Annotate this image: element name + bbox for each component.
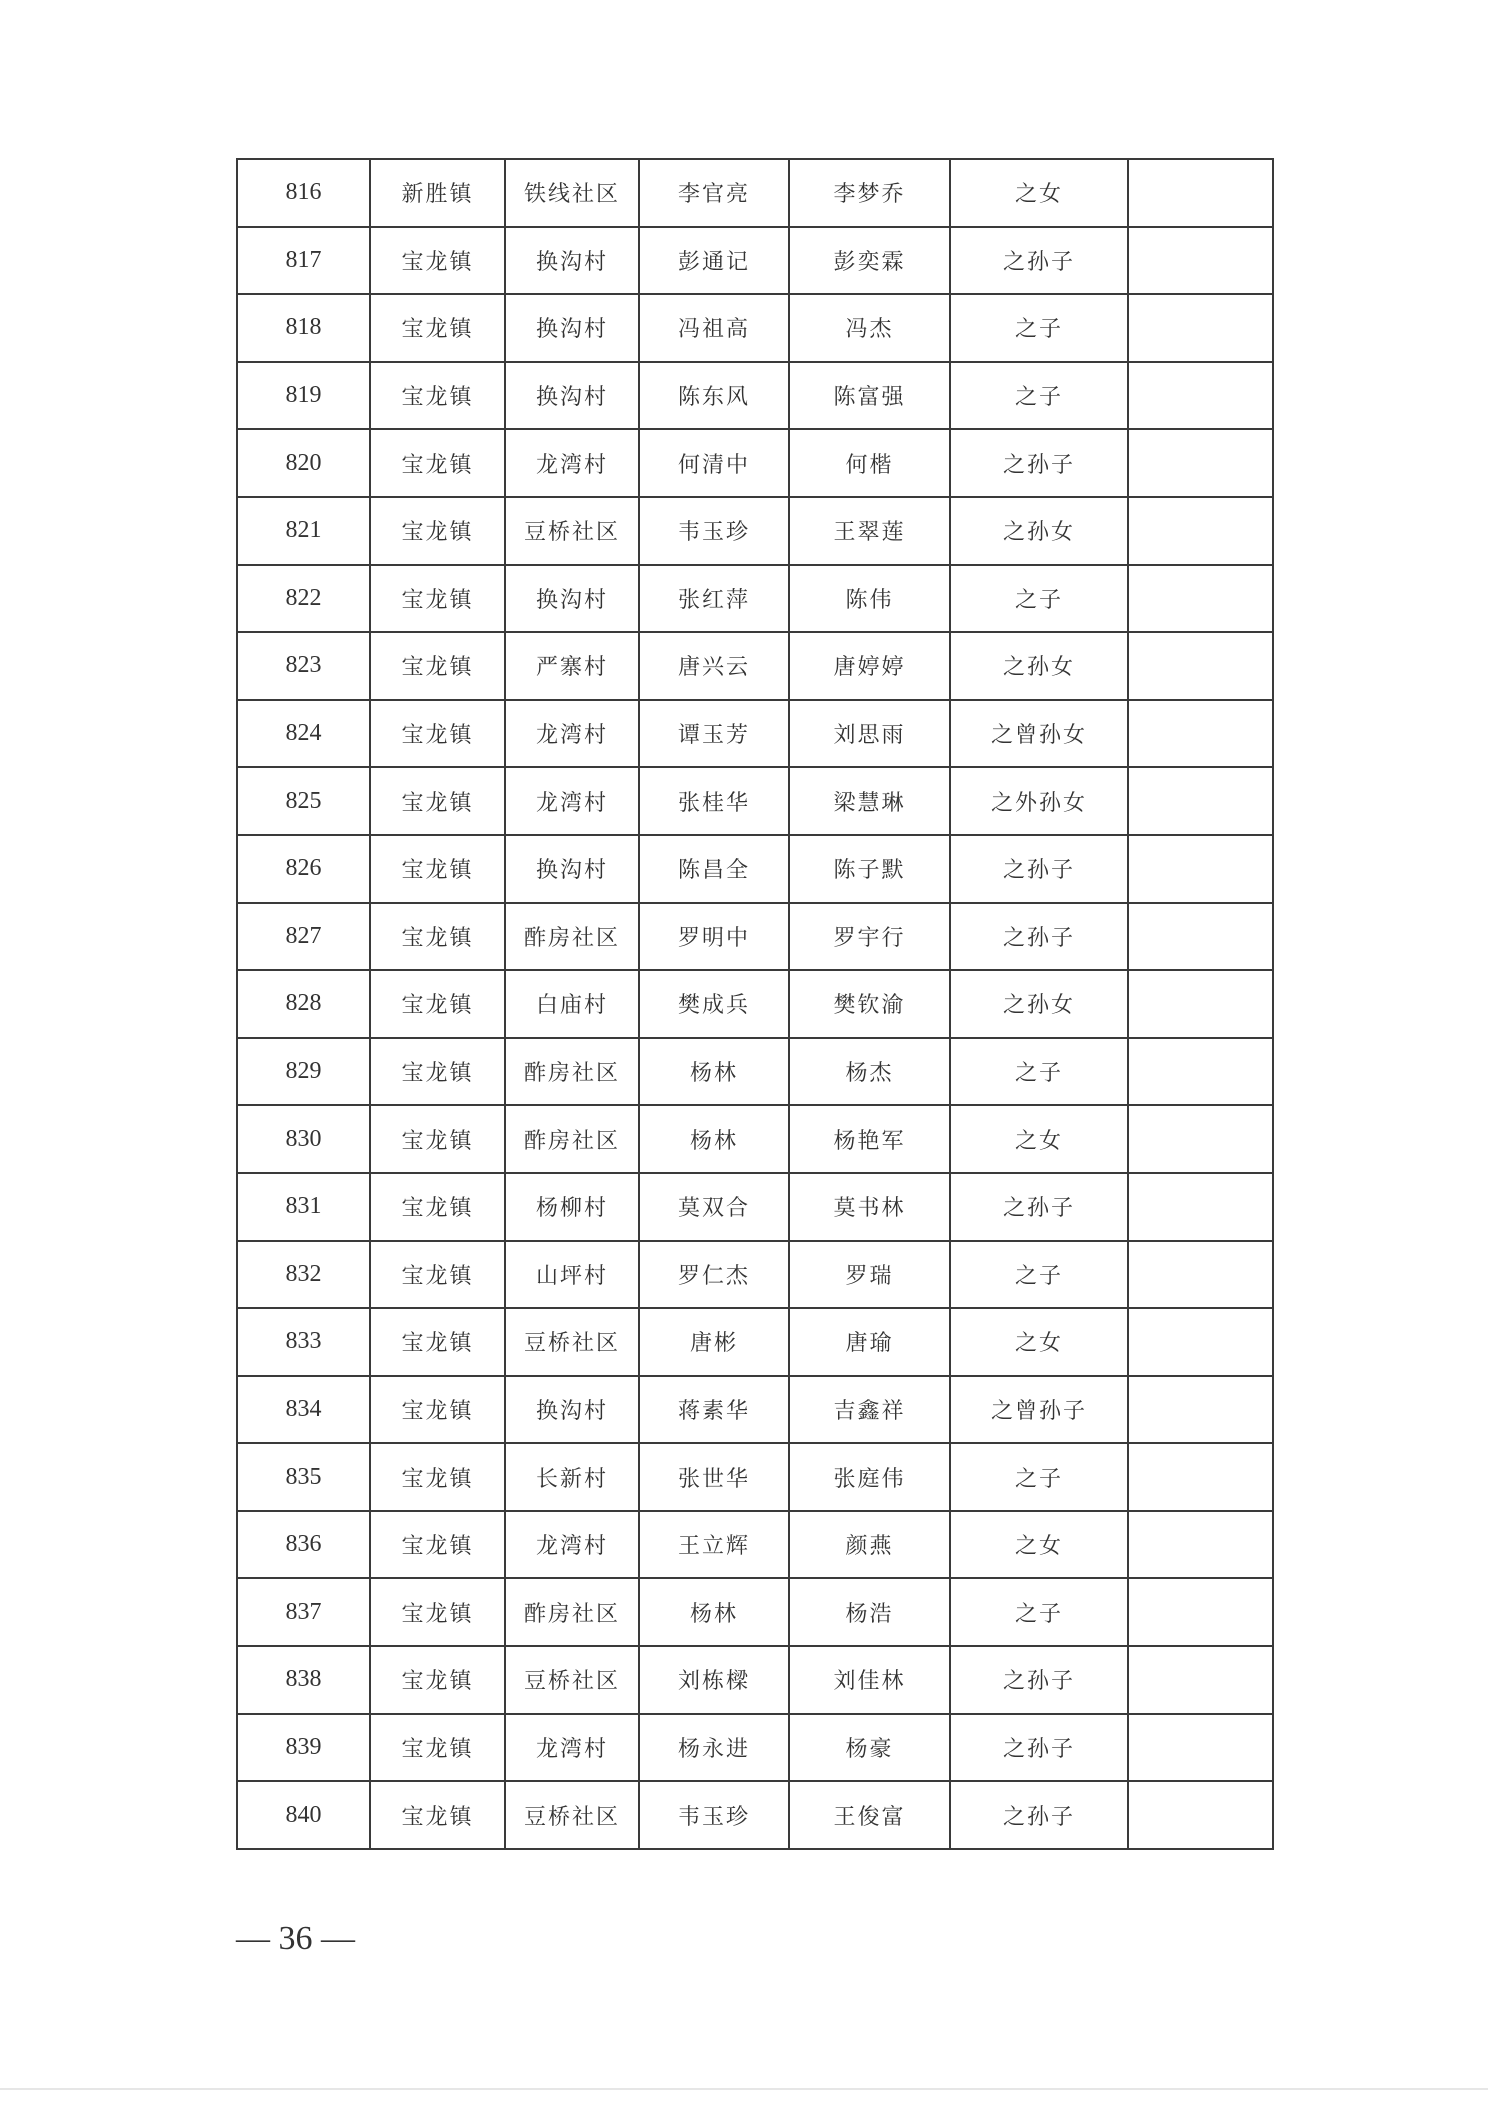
cell-note [1128,1578,1273,1646]
cell-applicant: 陈昌全 [639,835,789,903]
cell-village: 龙湾村 [505,767,639,835]
cell-town: 新胜镇 [370,159,505,227]
cell-name: 陈子默 [789,835,950,903]
cell-village: 铁线社区 [505,159,639,227]
cell-note [1128,1241,1273,1309]
cell-note [1128,1376,1273,1444]
cell-note [1128,1308,1273,1376]
cell-relation: 之曾孙子 [950,1376,1128,1444]
cell-relation: 之女 [950,1308,1128,1376]
cell-note [1128,1105,1273,1173]
cell-applicant: 杨林 [639,1105,789,1173]
cell-applicant: 杨永进 [639,1714,789,1782]
cell-name: 陈伟 [789,565,950,633]
cell-town: 宝龙镇 [370,1443,505,1511]
cell-applicant: 李官亮 [639,159,789,227]
cell-note [1128,970,1273,1038]
cell-village: 换沟村 [505,565,639,633]
cell-number: 818 [237,294,370,362]
cell-town: 宝龙镇 [370,1714,505,1782]
cell-village: 白庙村 [505,970,639,1038]
table-row [237,159,1273,227]
cell-village: 龙湾村 [505,1511,639,1579]
cell-village: 杨柳村 [505,1173,639,1241]
table-row [237,497,1273,565]
cell-relation: 之子 [950,294,1128,362]
cell-town: 宝龙镇 [370,767,505,835]
cell-note [1128,159,1273,227]
cell-town: 宝龙镇 [370,1105,505,1173]
table-row [237,294,1273,362]
cell-relation: 之孙子 [950,1173,1128,1241]
cell-name: 罗宇行 [789,903,950,971]
cell-name: 刘佳林 [789,1646,950,1714]
table-row [237,227,1273,295]
cell-name: 梁慧琳 [789,767,950,835]
cell-applicant: 韦玉珍 [639,497,789,565]
table-row [237,1241,1273,1309]
cell-note [1128,1781,1273,1849]
cell-town: 宝龙镇 [370,294,505,362]
cell-relation: 之子 [950,1038,1128,1106]
cell-town: 宝龙镇 [370,1376,505,1444]
cell-applicant: 彭通记 [639,227,789,295]
cell-number: 816 [237,159,370,227]
cell-town: 宝龙镇 [370,632,505,700]
cell-town: 宝龙镇 [370,1578,505,1646]
cell-applicant: 杨林 [639,1578,789,1646]
table-row [237,1511,1273,1579]
cell-number: 824 [237,700,370,768]
table-row [237,970,1273,1038]
cell-applicant: 罗明中 [639,903,789,971]
cell-relation: 之曾孙女 [950,700,1128,768]
cell-town: 宝龙镇 [370,903,505,971]
table-row [237,1646,1273,1714]
cell-relation: 之孙子 [950,835,1128,903]
cell-town: 宝龙镇 [370,1173,505,1241]
cell-number: 826 [237,835,370,903]
cell-town: 宝龙镇 [370,970,505,1038]
cell-number: 828 [237,970,370,1038]
cell-applicant: 张红萍 [639,565,789,633]
cell-relation: 之孙子 [950,1781,1128,1849]
cell-relation: 之子 [950,1241,1128,1309]
table-row [237,835,1273,903]
cell-note [1128,1173,1273,1241]
cell-number: 835 [237,1443,370,1511]
table-row [237,1714,1273,1782]
cell-name: 罗瑞 [789,1241,950,1309]
cell-relation: 之子 [950,565,1128,633]
cell-town: 宝龙镇 [370,835,505,903]
cell-name: 颜燕 [789,1511,950,1579]
cell-village: 山坪村 [505,1241,639,1309]
cell-relation: 之子 [950,1443,1128,1511]
cell-village: 龙湾村 [505,700,639,768]
cell-applicant: 杨林 [639,1038,789,1106]
cell-village: 酢房社区 [505,1578,639,1646]
table-row [237,1781,1273,1849]
records-table [236,158,1274,1850]
cell-village: 酢房社区 [505,1038,639,1106]
cell-village: 换沟村 [505,835,639,903]
cell-name: 吉鑫祥 [789,1376,950,1444]
cell-note [1128,767,1273,835]
table-row [237,1578,1273,1646]
cell-name: 彭奕霖 [789,227,950,295]
cell-number: 839 [237,1714,370,1782]
cell-note [1128,362,1273,430]
cell-town: 宝龙镇 [370,1646,505,1714]
cell-name: 刘思雨 [789,700,950,768]
cell-note [1128,835,1273,903]
cell-number: 834 [237,1376,370,1444]
cell-name: 莫书林 [789,1173,950,1241]
cell-town: 宝龙镇 [370,1308,505,1376]
cell-note [1128,700,1273,768]
cell-name: 樊钦渝 [789,970,950,1038]
cell-note [1128,565,1273,633]
cell-number: 831 [237,1173,370,1241]
cell-note [1128,429,1273,497]
cell-town: 宝龙镇 [370,565,505,633]
table-row [237,632,1273,700]
cell-applicant: 何清中 [639,429,789,497]
cell-number: 819 [237,362,370,430]
cell-number: 840 [237,1781,370,1849]
cell-applicant: 樊成兵 [639,970,789,1038]
cell-note [1128,1443,1273,1511]
cell-applicant: 冯祖高 [639,294,789,362]
table-row [237,1443,1273,1511]
cell-note [1128,1511,1273,1579]
cell-village: 豆桥社区 [505,1646,639,1714]
cell-name: 冯杰 [789,294,950,362]
cell-village: 严寨村 [505,632,639,700]
bottom-rule [0,2088,1488,2090]
table-row [237,565,1273,633]
cell-note [1128,227,1273,295]
cell-number: 817 [237,227,370,295]
cell-number: 829 [237,1038,370,1106]
cell-relation: 之孙子 [950,1714,1128,1782]
table-row [237,1376,1273,1444]
cell-village: 豆桥社区 [505,1308,639,1376]
cell-town: 宝龙镇 [370,1511,505,1579]
cell-town: 宝龙镇 [370,1781,505,1849]
cell-name: 陈富强 [789,362,950,430]
cell-village: 酢房社区 [505,1105,639,1173]
cell-village: 龙湾村 [505,1714,639,1782]
cell-relation: 之孙子 [950,227,1128,295]
cell-relation: 之女 [950,159,1128,227]
cell-town: 宝龙镇 [370,1038,505,1106]
cell-number: 837 [237,1578,370,1646]
cell-relation: 之孙女 [950,970,1128,1038]
cell-village: 换沟村 [505,294,639,362]
cell-relation: 之子 [950,362,1128,430]
cell-applicant: 莫双合 [639,1173,789,1241]
cell-relation: 之孙子 [950,903,1128,971]
cell-note [1128,1714,1273,1782]
cell-village: 换沟村 [505,362,639,430]
table-row [237,429,1273,497]
cell-note [1128,632,1273,700]
cell-village: 换沟村 [505,227,639,295]
cell-name: 何楷 [789,429,950,497]
cell-applicant: 陈东风 [639,362,789,430]
cell-village: 酢房社区 [505,903,639,971]
cell-applicant: 韦玉珍 [639,1781,789,1849]
table-row [237,700,1273,768]
cell-number: 827 [237,903,370,971]
cell-number: 825 [237,767,370,835]
cell-applicant: 王立辉 [639,1511,789,1579]
cell-relation: 之孙子 [950,1646,1128,1714]
cell-town: 宝龙镇 [370,429,505,497]
cell-note [1128,1646,1273,1714]
cell-applicant: 唐兴云 [639,632,789,700]
cell-village: 换沟村 [505,1376,639,1444]
cell-name: 唐瑜 [789,1308,950,1376]
cell-relation: 之女 [950,1511,1128,1579]
cell-note [1128,294,1273,362]
cell-number: 823 [237,632,370,700]
cell-name: 王俊富 [789,1781,950,1849]
cell-village: 豆桥社区 [505,497,639,565]
cell-name: 李梦乔 [789,159,950,227]
cell-relation: 之子 [950,1578,1128,1646]
cell-applicant: 张世华 [639,1443,789,1511]
cell-village: 长新村 [505,1443,639,1511]
cell-name: 张庭伟 [789,1443,950,1511]
cell-number: 833 [237,1308,370,1376]
cell-applicant: 谭玉芳 [639,700,789,768]
table-row [237,1105,1273,1173]
table-row [237,1308,1273,1376]
cell-number: 832 [237,1241,370,1309]
cell-number: 830 [237,1105,370,1173]
page-number: — 36 — [236,1920,355,1957]
cell-relation: 之孙女 [950,632,1128,700]
cell-note [1128,1038,1273,1106]
cell-applicant: 罗仁杰 [639,1241,789,1309]
cell-name: 杨杰 [789,1038,950,1106]
table-row [237,767,1273,835]
cell-applicant: 张桂华 [639,767,789,835]
cell-town: 宝龙镇 [370,227,505,295]
cell-village: 豆桥社区 [505,1781,639,1849]
cell-applicant: 唐彬 [639,1308,789,1376]
cell-town: 宝龙镇 [370,1241,505,1309]
cell-relation: 之孙子 [950,429,1128,497]
records-table-container [236,158,1272,1850]
table-row [237,903,1273,971]
cell-relation: 之孙女 [950,497,1128,565]
table-row [237,1173,1273,1241]
cell-number: 836 [237,1511,370,1579]
cell-number: 838 [237,1646,370,1714]
cell-applicant: 刘栋樑 [639,1646,789,1714]
cell-note [1128,497,1273,565]
records-table-body [237,159,1273,1849]
cell-village: 龙湾村 [505,429,639,497]
cell-name: 杨艳军 [789,1105,950,1173]
table-row [237,1038,1273,1106]
table-row [237,362,1273,430]
cell-name: 王翠莲 [789,497,950,565]
cell-town: 宝龙镇 [370,497,505,565]
cell-number: 820 [237,429,370,497]
cell-number: 821 [237,497,370,565]
cell-number: 822 [237,565,370,633]
cell-town: 宝龙镇 [370,700,505,768]
cell-relation: 之女 [950,1105,1128,1173]
cell-applicant: 蒋素华 [639,1376,789,1444]
cell-town: 宝龙镇 [370,362,505,430]
cell-name: 杨浩 [789,1578,950,1646]
cell-relation: 之外孙女 [950,767,1128,835]
cell-name: 杨豪 [789,1714,950,1782]
cell-name: 唐婷婷 [789,632,950,700]
cell-note [1128,903,1273,971]
